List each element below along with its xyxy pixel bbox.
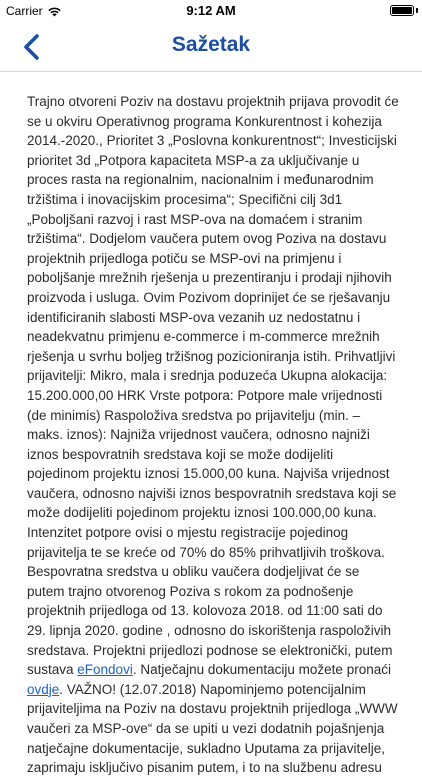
- status-bar: [0, 0, 422, 22]
- ovdje-link[interactable]: ovdje: [27, 681, 60, 697]
- navigation-bar: [0, 22, 422, 72]
- article-body: [27, 92, 399, 778]
- page-title: Sažetak: [171, 33, 251, 56]
- article-text-1: Trajno otvoreni Poziv na dostavu projektnih prijava provodit će se u okviru Operativnog programa Konkurentnost i kohezija 2014.-2020., Prioritet 3 „Poslovna konkurentnost“; Investicijski prioritet 3d „Potpora kapaciteta MSP-a za uključivanje u proces rasta na regionalnim, nacionalnim i međunarodnim tržištima i inovacijskim procesima“; Specifični cilj 3d1 „Poboljšani razvoj i rast MSP-ova na domaćem i stranim tržištima“. Dodjelom vaučera putem ovog Poziva na dostavu projektnih prijedloga potiču se MSP-ovi na primjenu i poboljšanje mrežnih rješenja u prezentiranju i prodaji njihovih proizvoda i usluga. Ovim Pozivom doprinijet će se rješavanju identificiranih slabosti MSP-ova vezanih uz nedostatnu i neadekvatnu primjenu e-commerce i m-commerce mrežnih rješenja u svrhu boljeg tržišnog pozicioniranja istih. Prihvatljivi prijavitelji: Mikro, mala i srednja poduzeća Ukupna alokacija: 15.200.000,00 HRK Vrste potpora: Potpore male vrijednosti (de minimis) Raspoloživa sredstva po prijavitelju (min. – maks. iznos): Najniža vrijednost vaučera, odnosno najniži iznos bespovratnih sredstava koji se može dodijeliti pojedinom projektu iznosi 15.000,00 kuna. Najviša vrijednost vaučera, odnosno najviši iznos bespovratnih sredstava koji se može dodijeliti pojedinom projektu iznosi 100.000,00 kuna. Intenzitet potpore ovisi o mjestu registracije pojedinog prijavitelja te se kreće od 70% do 85% prihvatljivih troškova. Bespovratna sredstva u obliku vaučera dodjeljivat će se putem trajno otvorenog Poziva s rokom za podnošenje projektnih prijedloga od 13. kolovoza 2018. od 11:00 sati do 29. lipnja 2020. godine , odnosno do iskorištenja raspoloživih sredstava. Projektni prijedlozi podnose se elektronički, putem sustava: [27, 94, 399, 678]
- battery-cap: [416, 8, 418, 13]
- battery-fill: [392, 7, 412, 14]
- carrier-label: Carrier: [6, 4, 43, 18]
- status-time: 9:12 AM: [186, 3, 236, 18]
- battery-icon: [390, 5, 414, 16]
- article-text-3: . VAŽNO! (12.07.2018) Napominjemo potencijalnim prijaviteljima na Poziv na dostavu projektnih prijedloga „WWW vaučeri za MSP-ove“ da se upiti u vezi dodatnih pojašnjenja natječajne dokumentacije, sukladno Uputama za prijavitelje, zaprimaju isključivo pisanim putem, i to na službenu adresu: [27, 681, 398, 776]
- article-text-2: . Natječajnu dokumentaciju možete pronaći: [132, 662, 391, 678]
- efondovi-link[interactable]: eFondovi: [77, 662, 133, 678]
